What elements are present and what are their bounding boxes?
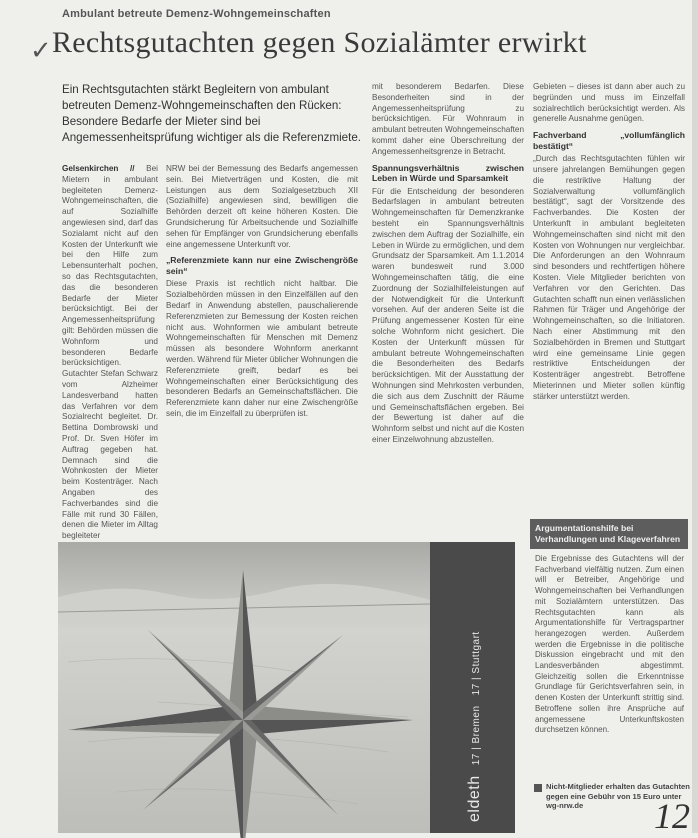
column-3-paragraph-1: mit besonderem Bedarfen. Diese Besonderheiten sind in der Angemessenheitsprüfung zu berücksichtigen. Für Wohnraum in ambulant betreuten Wohngemeinschaften kommt daher eine Überschreitung der Angemessenheitsgrenze in Betracht. — [372, 82, 524, 156]
column-2-paragraph-1: NRW bei der Bemessung des Bedarfs angemessen sein. Bei Mietverträgen und Kosten, die mit Leistungen aus dem Sozialgesetzbuch XII (Sozialhilfe) angewiesen sind, bewilligen die Behörden derzeit oft keine höheren Kosten. Die Grundsicherung für Arbeitsuchende und Sozialhilfe sehen für Empfänger von Grundsicherung ebenfalls eine angemessene Unterkunft vor. — [166, 164, 358, 249]
column-4-subheading: Fachverband „vollumfänglich bestätigt“ — [533, 130, 685, 151]
article-lead — [62, 82, 374, 146]
event-item-2: 17 | Stuttgart — [471, 631, 482, 696]
column-2-paragraph-2: Diese Praxis ist rechtlich nicht haltbar. Die Sozialbehörden müssen in den Einzelfällen auf den Bedarf in Anwendung abstellen, pauschalierende Referenzmieten zur Bemessung der Kosten reichen nicht aus. Wohnformen wie ambulant betreute Wohngemeinschaften für Menschen mit Demenz müssen als besondere Wohnform anerkannt werden. Während für Mieter üblicher Wohnungen die Referenzmiete greift, bedarf es bei Wohngemeinschaften einer Berücksichtigung des besonderen Bedarfs an Gemeinschaftsflächen. Die Referenzmiete kann daher nur eine Zwischengröße sein, die im Einzelfall zu überprüfen ist. — [166, 279, 358, 418]
sidebar-box — [530, 519, 688, 819]
page-edge — [692, 0, 698, 833]
event-banner — [430, 542, 515, 833]
sidebar-body: Die Ergebnisse des Gutachtens will der Fachverband vielfältig nutzen. Zum einen will er Betreiber, Angehörige und Wohngemeinschaften bei Verhandlungen mit Sozialämtern unterstützen. Das Rechtsgutachten kann als Argumentationshilfe für Vertragspartner herangezogen werden. Außerdem werden die Ergebnisse in die politische Diskussion eingebracht und mit den Landesverbänden abgestimmt. Gleichzeitig sollen die Erkenntnisse Grundlage für Gerichtsverfahren sein, in denen Kosten der Unterkunft strittig sind. Betroffene sollen ihre Ansprüche auf angemessene Unterkunftskosten durchsetzen können. — [535, 554, 684, 735]
column-4-text: – dieses ist dann aber auch zu begründen und muss im Einzelfall sozialrechtlich berücksichtigt werden. Als generelle Ausnahme genügen. — [533, 82, 686, 124]
text-column-3 — [372, 82, 524, 512]
event-banner-text — [466, 631, 484, 822]
column-3-subheading: Spannungsverhältnis zwischen Leben in Würde und Sparsamkeit — [372, 162, 524, 184]
column-3-paragraph-2: Für die Entscheidung der besonderen Bedarfslagen in ambulant betreuten Wohngemeinschaften für Demenzkranke besteht ein Spannungsverhältnis zwischen dem Auftrag der Sozialhilfe, ein Leben in Würde zu ermöglichen, und dem Grundsatz der Sparsamkeit. Am 1.1.2014 waren bundesweit rund 3.000 Wohngemeinschaften tätig, die eine Zuordnung der Sozialhilfeleistungen auf der Notwendigkeit für die Unterkunft vorsehen. Auf der anderen Seite ist die Prüfung angemessener Kosten für eine solche Wohnform nicht gesichert. Die Kosten der Unterkunft müssen für ambulant betreute Wohngemeinschaften die Besonderheiten des Bedarfs berücksichtigen. Mit der Ausstattung der Wohnungen sind Mehrkosten verbunden, die sich aus dem Zuschnitt der Räume und Gemeinschaftsflächen ergeben. Bei der Bewertung ist daher auf die Wohnform selbst und nicht auf die Kosten einer Einzelwohnung abzustellen. — [372, 186, 525, 444]
compass-rose-photo — [58, 542, 430, 833]
column-4-lead-word: Gebieten — [533, 82, 567, 91]
article-kicker: Ambulant betreute Demenz-Wohngemeinschaften — [62, 8, 331, 20]
text-column-2 — [166, 164, 358, 539]
column-1-text: Bei Mietern in ambulant begleiteten Demenz-Wohngemeinschaften, die auf Sozialhilfe angewiesen sind, darf das Sozialamt nicht auf den Kosten der Unterkunft wie bei den Hilfe zum Lebensunterhalt pochen, so das Rechtsgutachten, das die besonderen Bedarfe der Mieter berücksichtigt. Bei der Angemessenheitsprüfung gilt: Behörden müssen die Wohnform und besonderen Bedarfe berücksichtigen. Gutachter Stefan Schwarz vom Alzheimer Landesverband hatten das Verfahren vor dem Sozialrecht begleitet. Dr. Bettina Dombrowski und Prof. Dr. Sven Höfer im Auftrag gegeben hat. Demnach sind die Wohnkosten der Mieter beim Kostenträger. Nach Angaben des Fachverbandes sind die Fälle mit rund 30 Fällen, denen die Mieter im Alltag begleiteter — [62, 164, 158, 541]
event-banner-title: eldeth — [466, 775, 483, 822]
compass-rose-illustration — [58, 542, 430, 833]
lead-text: Ein Rechtsgutachten stärkt Begleitern von ambulant betreuten Demenz-Wohngemeinschaften den Rücken: Besondere Bedarfe der Mieter sind bei Angemessenheitsprüfung wichtiger als die Referenzmiete. — [62, 83, 362, 144]
order-note: Nicht-Mitglieder erhalten das Gutachten gegen eine Gebühr von 15 Euro unter wg-nrw.de — [546, 782, 690, 810]
checkmark-icon: ✓ — [30, 36, 52, 66]
article-headline: Rechtsgutachten gegen Sozialämter erwirkt — [52, 26, 587, 59]
sidebar-heading: Argumentationshilfe bei Verhandlungen und Klageverfahren — [530, 519, 688, 549]
column-2-subheading: „Referenzmiete kann nur eine Zwischengröße sein“ — [166, 255, 358, 276]
text-column-1 — [62, 164, 158, 541]
event-item-1: 17 | Bremen — [471, 705, 482, 766]
column-4-paragraph-1 — [533, 82, 685, 125]
column-4-paragraph-2: „Durch das Rechtsgutachten fühlen wir unsere jahrelangen Bemühungen gegen die restriktive Haltung der Sozialverwaltung vollumfänglich bestätigt“, sagt der Vorsitzende des Fachverbandes. Die Kosten der Unterkunft in ambulant begleiteten Wohngemeinschaften sind nicht mit den Kosten von Wohnungen nur vergleichbar. Die Anforderungen an den Wohnraum sind besonders und rechtfertigen höhere Kosten. Viele Mitglieder berichten von Verfahren vor den Gerichten. Das Gutachten schafft nun einen verlässlichen Rahmen für Träger und Angehörige der Wohngemeinschaften, so die Initiatoren. Nach einer Abstimmung mit den Sozialbehörden in Bremen und Stuttgart wird eine gemeinsame Linie gegen restriktive Entscheidungen der Kostenträger angestrebt. Betroffene Mieterinnen und Mieter sollen künftig stärker unterstützt werden. — [533, 154, 685, 401]
text-column-4 — [533, 82, 685, 507]
page-number: 12 — [654, 796, 690, 836]
dateline: Gelsenkirchen // — [62, 164, 135, 173]
